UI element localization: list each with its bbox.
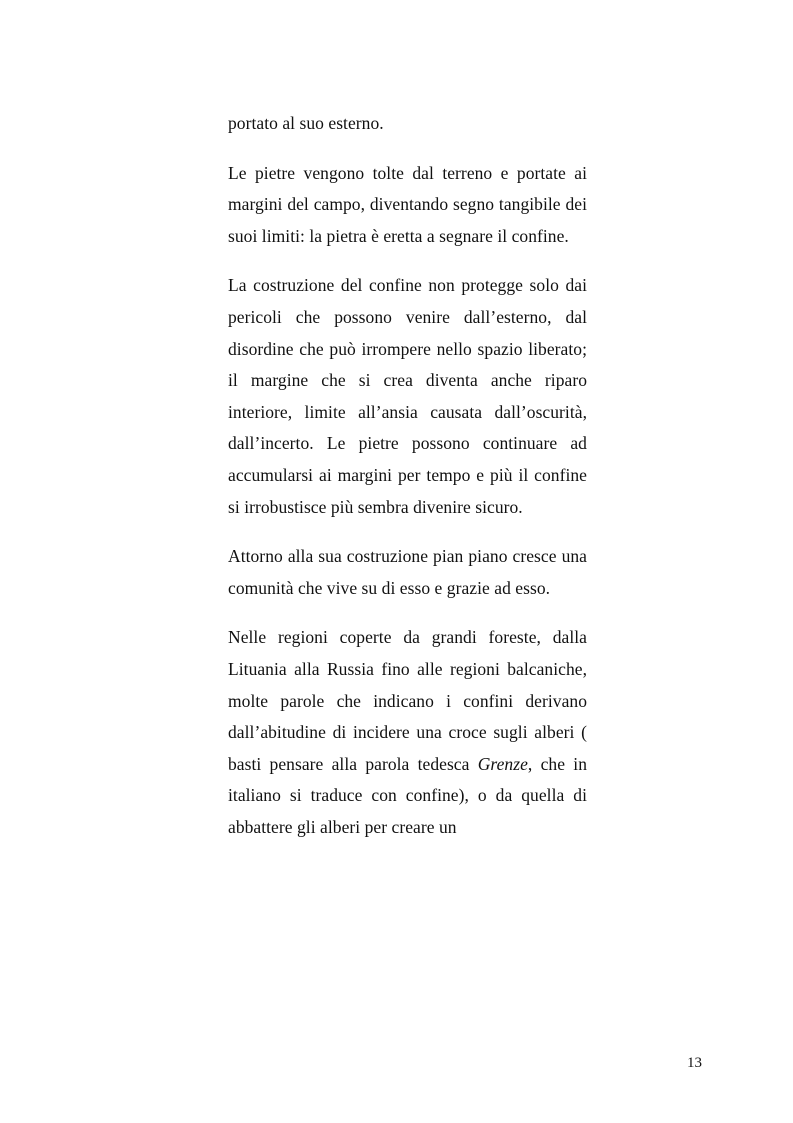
paragraph-2: Le pietre vengono tolte dal terreno e portate ai margini del campo, diventando segno tangibile dei suoi limiti: la pietra è eretta a segnare il confine. — [228, 162, 587, 246]
paragraph-5 — [228, 622, 587, 843]
body-text — [228, 108, 587, 861]
paragraph-3: La costruzione del confine non protegge solo dai pericoli che possono venire dall’esterno, dal disordine che può irrompere nello spazio liberato; il margine che si crea diventa anche riparo interiore, limite all’ansia causata dall’oscurità, dall’incerto. Le pietre possono continuare ad accumularsi ai margini per tempo e più il confine si irrobustisce più sembra divenire sicuro. — [228, 275, 587, 517]
paragraph-5-text-before-italic: Nelle regioni coperte da grandi foreste, dalla Lituania alla Russia fino alle regioni balcaniche, molte parole che indicano i confini derivano dall’abitudine di incidere una croce sugli alberi ( basti pensare alla parola tedesca — [228, 627, 587, 774]
paragraph-4: Attorno alla sua costruzione pian piano cresce una comunità che vive su di esso e grazie ad esso. — [228, 546, 587, 598]
page-number: 13 — [687, 1055, 702, 1071]
paragraph-5-text-after-italic: , che in italiano si traduce con confine), o da quella di abbattere gli alberi per creare un — [228, 753, 588, 837]
paragraph-1: portato al suo esterno. — [228, 113, 384, 133]
italic-word-grenze: Grenze — [477, 753, 528, 774]
